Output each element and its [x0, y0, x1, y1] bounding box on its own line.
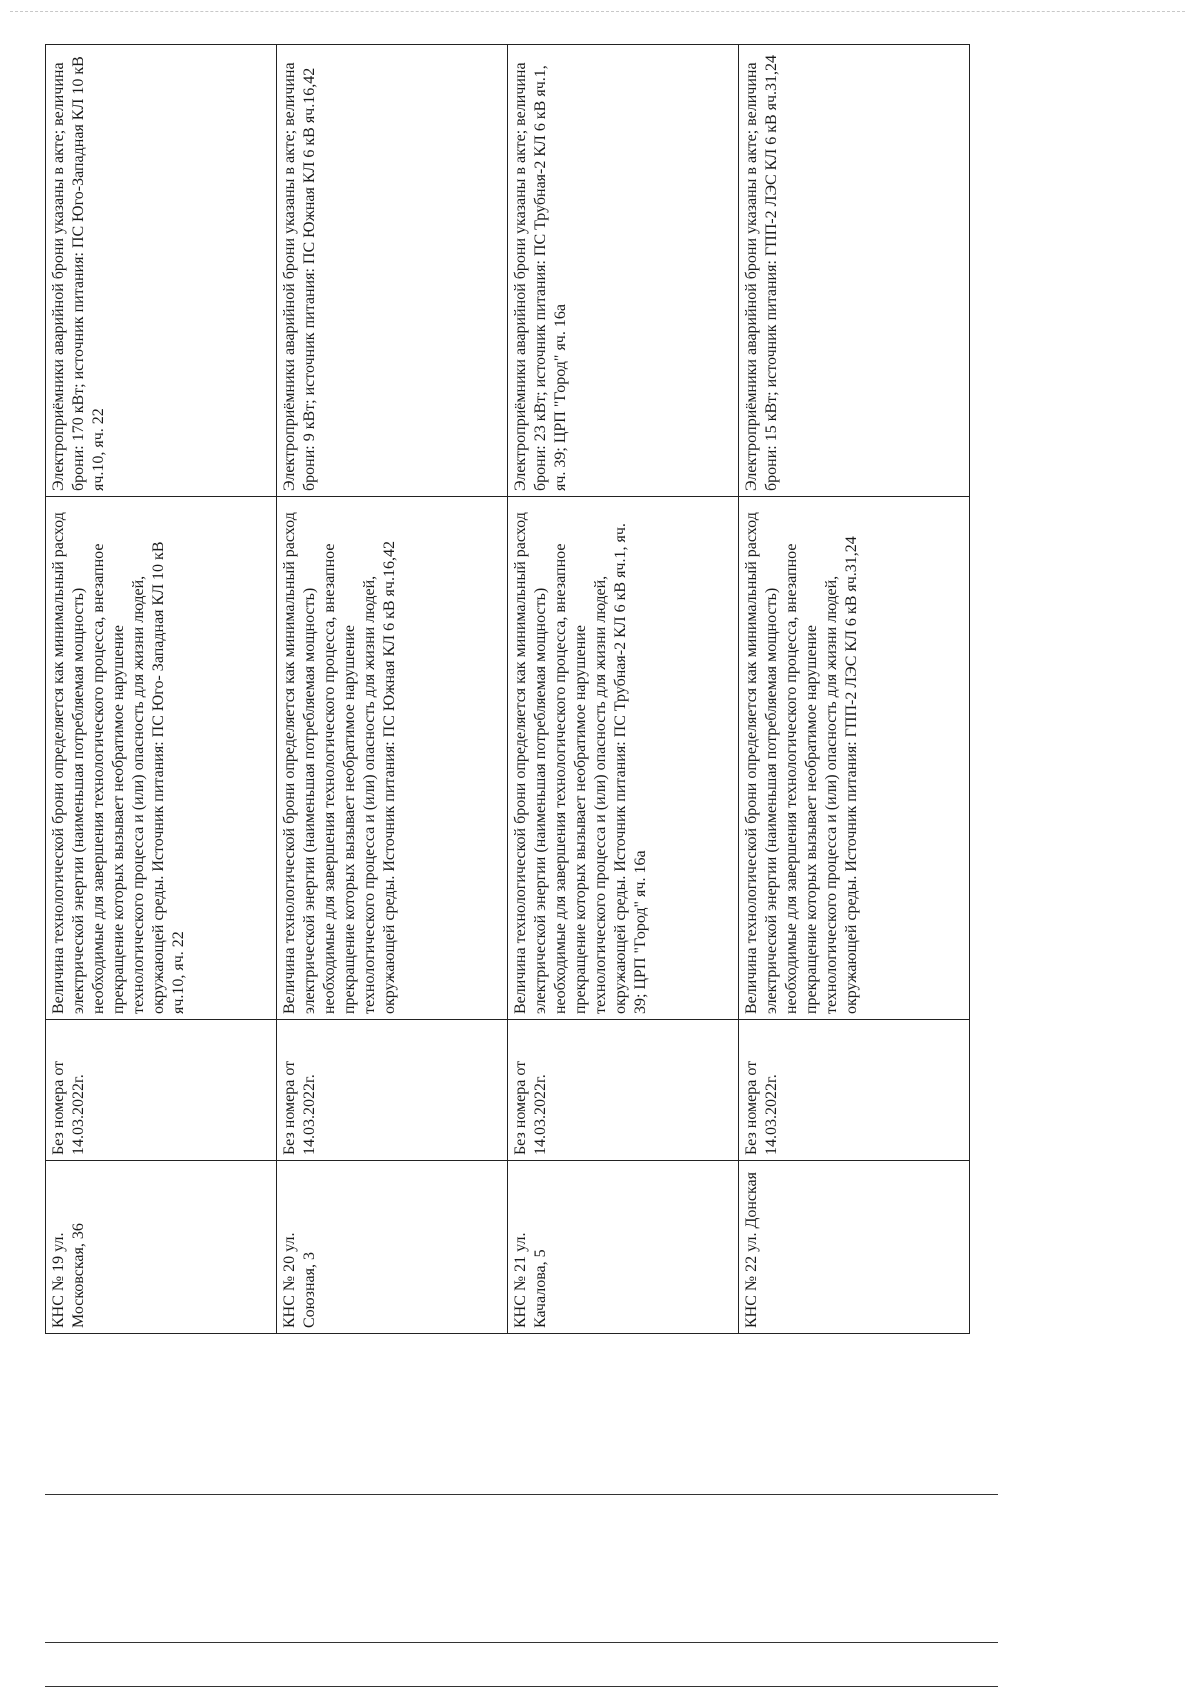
object-cell: КНС № 21 ул. Качалова, 5	[508, 1161, 739, 1334]
object-cell: КНС № 19 ул. Московская, 36	[46, 1161, 277, 1334]
tech-reserve-cell: Величина технологической брони определяется как минимальный расход электрической энергии (наименьшая потребляемая мощность) необходимые для завершения технологического процесса, внезапное прекращение которых вызывает необратимое нарушение технологического процесса и (или) опасность для жизни людей, окружающей среды. Источник питания: ГПП-2 ЛЭС КЛ 6 кВ яч.31,24	[739, 497, 970, 1020]
reserve-table	[45, 44, 970, 1334]
tech-reserve-cell: Величина технологической брони определяется как минимальный расход электрической энергии (наименьшая потребляемая мощность) необходимые для завершения технологического процесса, внезапное прекращение которых вызывает необратимое нарушение технологического процесса и (или) опасность для жизни людей, окружающей среды. Источник питания: ПС Южная КЛ 6 кВ яч.16,42	[277, 497, 508, 1020]
tech-reserve-cell: Величина технологической брони определяется как минимальный расход электрической энергии (наименьшая потребляемая мощность) необходимые для завершения технологического процесса, внезапное прекращение которых вызывает необратимое нарушение технологического процесса и (или) опасность для жизни людей, окружающей среды. Источник питания: ПС Трубная-2 КЛ 6 кВ яч.1, яч. 39; ЦРП "Город" яч. 16а	[508, 497, 739, 1020]
act-cell: Без номера от 14.03.2022г.	[739, 1020, 970, 1161]
emergency-reserve-cell: Электроприёмники аварийной брони указаны в акте; величина брони: 170 кВт; источник питания: ПС Юго-Западная КЛ 10 кВ яч.10, яч. 22	[46, 45, 277, 497]
act-cell: Без номера от 14.03.2022г.	[277, 1020, 508, 1161]
emergency-reserve-cell: Электроприёмники аварийной брони указаны в акте; величина брони: 15 кВт; источник питания: ГПП-2 ЛЭС КЛ 6 кВ яч.31,24	[739, 45, 970, 497]
separator-line	[45, 1686, 998, 1687]
rotated-page-content	[45, 45, 970, 1334]
table-row	[739, 45, 970, 1334]
tech-reserve-cell: Величина технологической брони определяется как минимальный расход электрической энергии (наименьшая потребляемая мощность) необходимые для завершения технологического процесса, внезапное прекращение которых вызывает необратимое нарушение технологического процесса и (или) опасность для жизни людей, окружающей среды. Источник питания: ПС Юго- Западная КЛ 10 кВ яч.10, яч. 22	[46, 497, 277, 1020]
separator-line	[45, 1642, 998, 1643]
scan-top-border	[10, 11, 1185, 12]
emergency-reserve-cell: Электроприёмники аварийной брони указаны в акте; величина брони: 23 кВт; источник питания: ПС Трубная-2 КЛ 6 кВ яч.1, яч. 39; ЦРП "Город" яч. 16а	[508, 45, 739, 497]
separator-line	[45, 1494, 998, 1495]
object-cell: КНС № 22 ул. Донская	[739, 1161, 970, 1334]
act-cell: Без номера от 14.03.2022г.	[46, 1020, 277, 1161]
table-row	[46, 45, 277, 1334]
table-row	[508, 45, 739, 1334]
table-row	[277, 45, 508, 1334]
emergency-reserve-cell: Электроприёмники аварийной брони указаны в акте; величина брони: 9 кВт; источник питания: ПС Южная КЛ 6 кВ яч.16,42	[277, 45, 508, 497]
act-cell: Без номера от 14.03.2022г.	[508, 1020, 739, 1161]
object-cell: КНС № 20 ул. Союзная, 3	[277, 1161, 508, 1334]
